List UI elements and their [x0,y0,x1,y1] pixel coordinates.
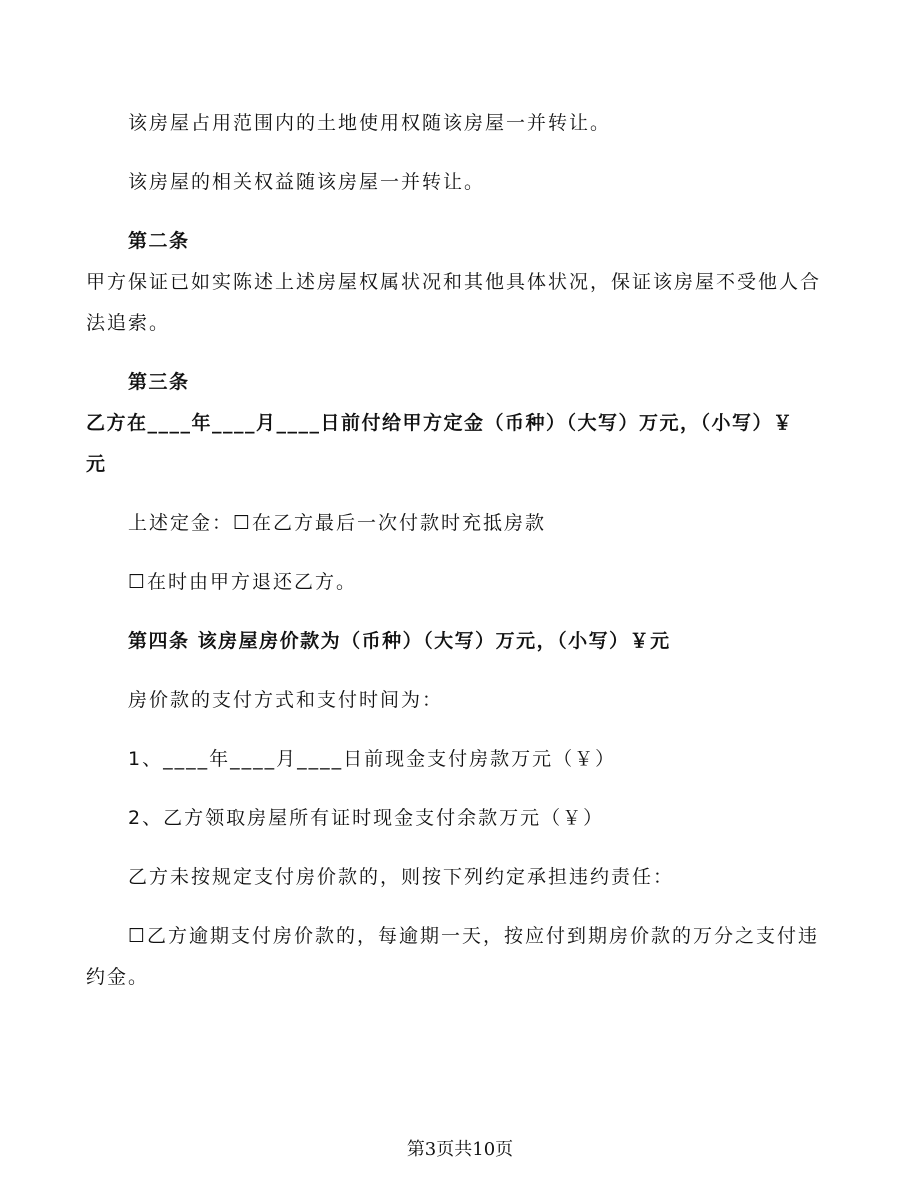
deposit-option-offset: 上述定金：☐在乙方最后一次付款时充抵房款 [128,512,547,534]
article-three-heading: 第三条 [128,371,190,393]
article-two-text-line-2: 法追索。 [86,312,171,334]
breach-option-line-2: 约金。 [86,966,150,988]
article-four-heading: 第四条 该房屋房价款为（币种）（大写）万元，（小写）￥元 [128,630,671,652]
paragraph-land-use-rights: 该房屋占用范围内的土地使用权随该房屋一并转让。 [128,112,612,134]
article-two-text-line-1: 甲方保证已如实陈述上述房屋权属状况和其他具体状况，保证该房屋不受他人合 [86,271,822,293]
payment-item-2: 2、乙方领取房屋所有证时现金支付余款万元（￥） [128,807,605,829]
payment-method-intro: 房价款的支付方式和支付时间为： [128,689,444,711]
paragraph-related-rights: 该房屋的相关权益随该房屋一并转让。 [128,171,486,193]
article-two-heading: 第二条 [128,230,190,252]
article-three-deposit-line-2: 元 [86,453,107,475]
breach-intro: 乙方未按规定支付房价款的，则按下列约定承担违约责任： [128,866,675,888]
page-number-footer: 第3页共10页 [406,1139,514,1160]
deposit-option-refund: ☐在时由甲方退还乙方。 [128,571,358,593]
breach-option-line-1: ☐乙方逾期支付房价款的，每逾期一天，按应付到期房价款的万分之支付违 [128,925,820,947]
article-three-deposit-line-1: 乙方在____年____月____日前付给甲方定金（币种）（大写）万元，（小写）￥ [86,412,794,434]
payment-item-1: 1、____年____月____日前现金支付房款万元（￥） [128,748,617,770]
